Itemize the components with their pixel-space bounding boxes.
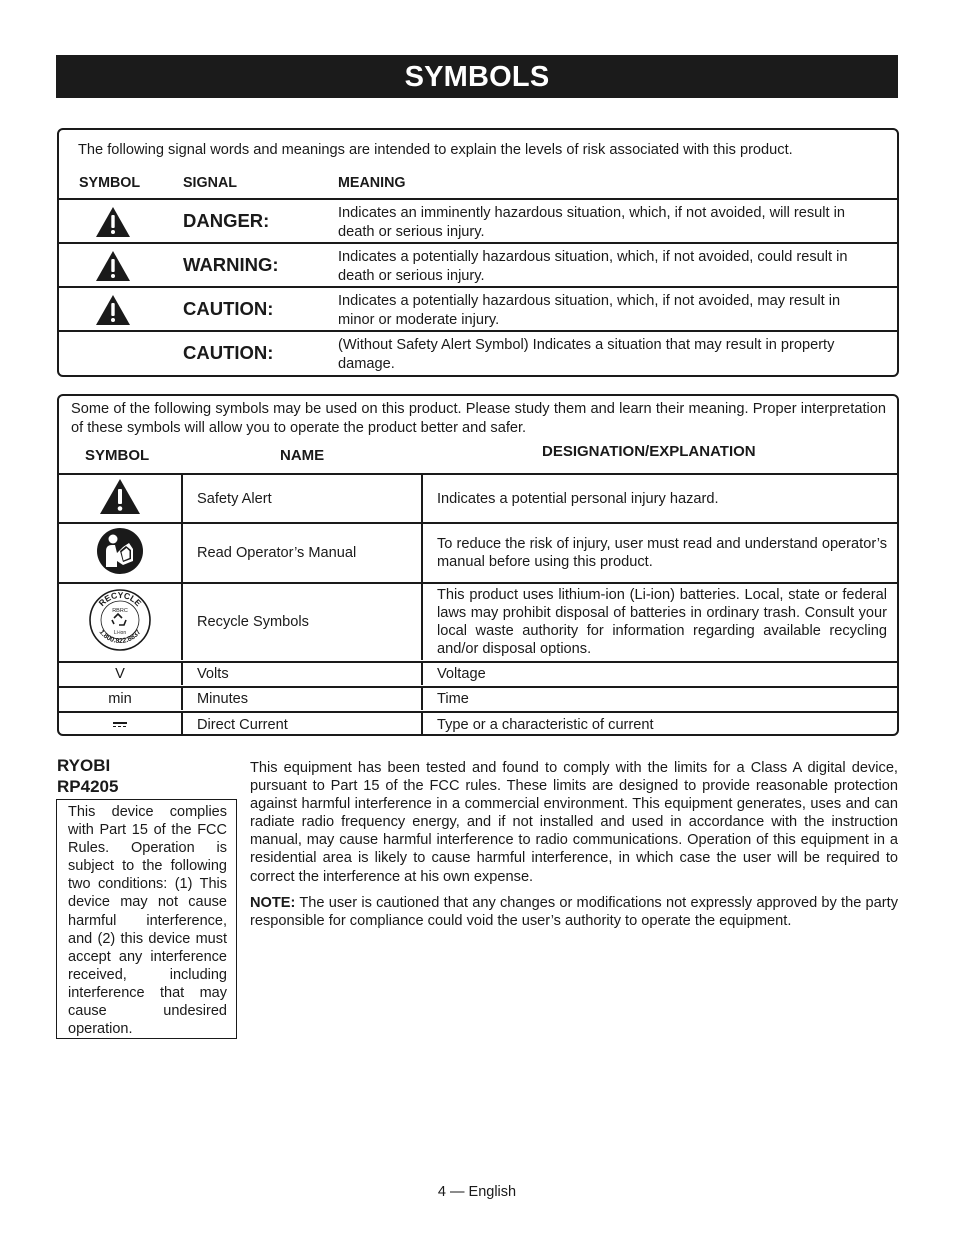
symbol-row-safety-alert <box>59 473 897 522</box>
signal-meaning: Indicates a potentially hazardous situation, which, if not avoided, could result in death or serious injury. <box>338 249 848 284</box>
signal-row-caution-no-symbol <box>59 330 897 374</box>
symbol-name: Direct Current <box>183 713 423 736</box>
signal-row-warning <box>59 242 897 286</box>
svg-text:Li-ion: Li-ion <box>113 630 127 636</box>
signal-header-symbol: SYMBOL <box>79 175 141 191</box>
note-label: NOTE: <box>250 894 296 911</box>
symbol-designation: Type or a characteristic of current <box>437 716 654 733</box>
signal-word: DANGER: <box>183 210 270 231</box>
symbol-row-minutes <box>59 686 897 710</box>
brand-heading <box>57 755 118 797</box>
symbol-cell: min <box>59 688 183 710</box>
symbol-row-direct-current <box>59 711 897 736</box>
svg-text:1.800.822.8837: 1.800.822.8837 <box>97 628 143 646</box>
symbol-designation: To reduce the risk of injury, user must read and understand operator’s manual before using this product. <box>437 536 887 570</box>
symbol-cell <box>59 584 183 660</box>
read-manual-icon <box>96 527 144 579</box>
direct-current-icon <box>113 722 127 727</box>
symbol-name: Read Operator’s Manual <box>183 524 423 582</box>
symbol-designation: Voltage <box>437 666 486 682</box>
signal-word: WARNING: <box>183 254 279 275</box>
symbols-header-name: NAME <box>280 447 325 464</box>
symbols-box <box>57 394 899 736</box>
symbol-name: Minutes <box>183 688 423 710</box>
svg-text:RECYCLE: RECYCLE <box>96 589 144 609</box>
signal-header-signal: SIGNAL <box>183 175 238 191</box>
symbol-name: Recycle Symbols <box>183 584 423 660</box>
symbol-cell <box>59 713 183 736</box>
symbol-designation: Time <box>437 691 469 707</box>
symbol-cell <box>59 475 183 522</box>
warning-triangle-icon <box>95 206 131 243</box>
symbol-cell <box>59 524 183 582</box>
signal-row-caution <box>59 286 897 330</box>
fcc-statement <box>250 759 898 938</box>
symbol-row-volts <box>59 661 897 685</box>
symbol-name: Safety Alert <box>183 475 423 522</box>
symbols-header-symbol: SYMBOL <box>85 447 150 464</box>
symbol-row-read-manual <box>59 522 897 582</box>
symbol-name: Volts <box>183 663 423 685</box>
fcc-paragraph: This equipment has been tested and found to comply with the limits for a Class A digital device, pursuant to Part 15 of the FCC rules. These limits are designed to provide reasonable protection against harmful interference in a commercial environment. This equipment generates, uses and can radiate radio frequency energy, and if not installed and used in accordance with the instruction manual, may cause harmful interference to radio communications. Operation of this equipment in a residential area is likely to cause harmful interference, in which case the user will be required to correct the interference at his own expense. <box>250 760 898 885</box>
warning-triangle-icon <box>95 294 131 331</box>
signal-header-meaning: MEANING <box>338 175 406 191</box>
symbol-designation: Indicates a potential personal injury hazard. <box>437 490 719 507</box>
signal-meaning: Indicates a potentially hazardous situation, which, if not avoided, may result in minor or moderate injury. <box>338 293 841 328</box>
signal-meaning: Indicates an imminently hazardous situation, which, if not avoided, will result in death or serious injury. <box>338 205 845 240</box>
warning-triangle-icon <box>95 250 131 287</box>
symbols-intro: Some of the following symbols may be used on this product. Please study them and learn their meaning. Proper interpretation of these symbols will allow you to operate the product better and safer. <box>71 401 886 436</box>
signal-meaning: (Without Safety Alert Symbol) Indicates a situation that may result in property damage. <box>338 337 835 372</box>
svg-text:RBRC: RBRC <box>112 608 128 614</box>
signal-word: CAUTION: <box>183 342 274 363</box>
signal-row-danger <box>59 198 897 242</box>
warning-triangle-icon <box>99 478 141 519</box>
signal-words-box <box>57 128 899 377</box>
signal-intro: The following signal words and meanings are intended to explain the levels of risk associated with this product. <box>78 142 793 158</box>
symbol-designation: This product uses lithium-ion (Li-ion) batteries. Local, state or federal laws may prohibit disposal of batteries in ordinary trash. Consult your local waste authority for information regarding available recycling and/or disposal options. <box>437 587 887 657</box>
model-number: RP4205 <box>57 777 119 796</box>
symbols-header-designation: DESIGNATION/EXPLANATION <box>542 443 756 460</box>
brand-name: RYOBI <box>57 756 111 775</box>
note-text: The user is cautioned that any changes or modifications not expressly approved by the party responsible for compliance could void the user’s authority to operate the equipment. <box>250 894 899 929</box>
page-title: SYMBOLS <box>56 55 898 98</box>
symbol-row-recycle <box>59 582 897 660</box>
fcc-compliance-box: This device complies with Part 15 of the FCC Rules. Operation is subject to the following two conditions: (1) This device may not cause harmful interference, and (2) this device must accept any interference received, including interference that may cause undesired operation. <box>56 799 237 1039</box>
fcc-note <box>250 894 898 930</box>
page-footer: 4 — English <box>437 1184 517 1200</box>
signal-word: CAUTION: <box>183 298 274 319</box>
symbol-cell: V <box>59 663 183 685</box>
rbrc-recycle-seal-icon <box>88 588 152 656</box>
